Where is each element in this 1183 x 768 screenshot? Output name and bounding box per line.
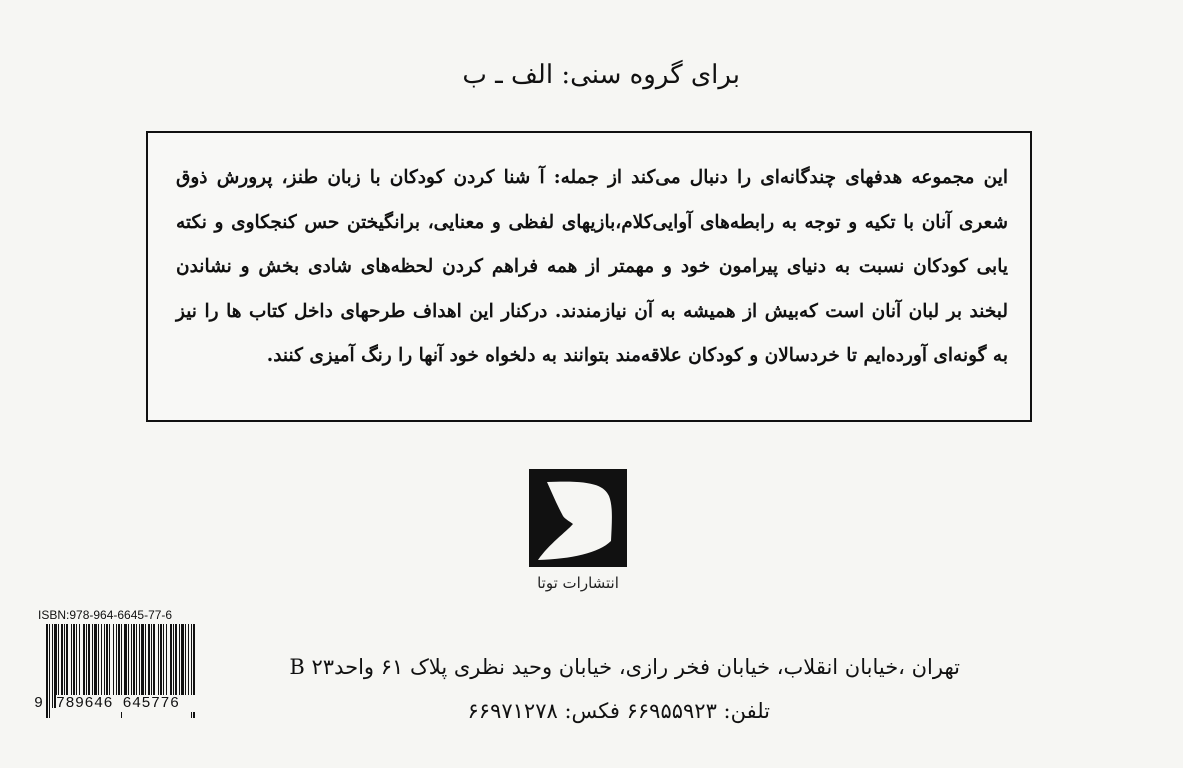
description-box — [146, 131, 1032, 422]
description-text: این مجموعه هدفهای چندگانه‌ای را دنبال می‌کند از جمله: آ شنا کردن کودکان با زبان طنز، پرورش ذوق شعری آنان با تکیه و توجه به رابطه‌های آوایی‌کلام،بازیهای لفظی و معنایی، برانگیختن حس کنجکاوی و نکته یابی کودکان نسبت به دنیای پیرامون خود و مهمتر از همه فراهم کردن لحظه‌های شادی بخش و نشاندن لبخند بر لبان آنان است که‌بیش از همیشه به آن نیازمندند. درکنار این اهداف طرحهای داخل کتاب ها را نیز به گونه‌ای آورده‌ایم تا خردسالان و کودکان علاقه‌مند بتوانند به دلخواه خود آنها را رنگ آمیزی کنند. — [176, 167, 1008, 366]
publisher-address: تهران ،خیابان انقلاب، خیابان فخر رازی، خیابان وحید نظری پلاک ۶۱ واحد۲۳ B — [289, 655, 960, 679]
barcode-digits: 789646 645776 — [56, 695, 196, 712]
publisher-name: انتشارات توتا — [537, 574, 619, 592]
barcode-bar — [46, 624, 48, 718]
age-group-label: برای گروه سنی: الف ـ ب — [462, 60, 740, 90]
publisher-phone-fax: تلفن: ۶۶۹۵۵۹۲۳ فکس: ۶۶۹۷۱۲۷۸ — [467, 699, 770, 723]
barcode-bar — [49, 624, 50, 718]
barcode-bar — [52, 624, 53, 708]
barcode-lead-digit: 9 — [34, 695, 44, 712]
isbn-label: ISBN:978-964-6645-77-6 — [38, 608, 173, 622]
barcode — [34, 624, 196, 716]
publisher-logo-icon — [529, 469, 627, 567]
